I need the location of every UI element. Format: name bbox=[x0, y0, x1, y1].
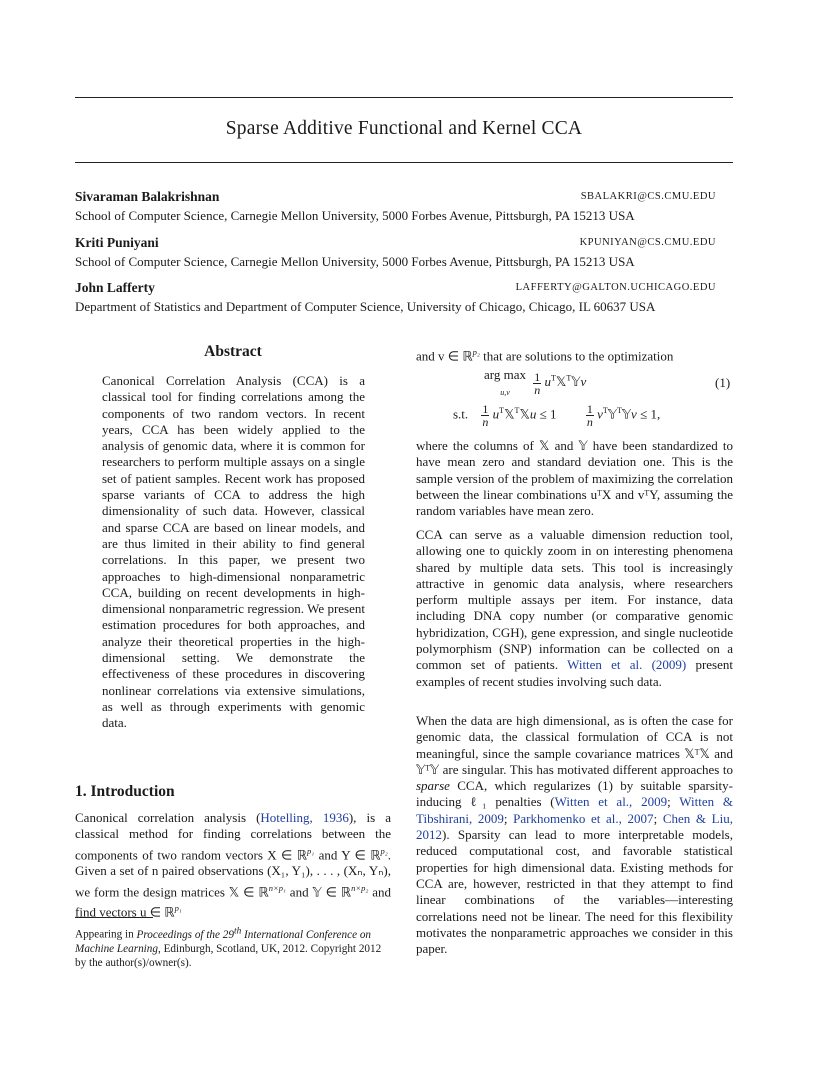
author-email[interactable]: LAFFERTY@GALTON.UCHICAGO.EDU bbox=[515, 282, 716, 293]
eq-st: s.t. bbox=[453, 406, 469, 422]
section-heading-introduction: 1. Introduction bbox=[75, 783, 175, 800]
abstract-text: Canonical Correlation Analysis (CCA) is a classical tool for finding correlations among the components of two random vectors. In recent years, CCA has been widely applied to the analysis of genomic data, where it is common for researchers to perform multiple assays on a single set of patient samples. Recent work has proposed sparse variants of CCA to address the high dimensionality of such data. However, classical and sparse CCA are based on linear models, and are thus limited in their ability to find general correlations. In this paper, we present two approaches to high-dimensional nonparametric CCA, building on recent developments in high-dimensional nonparametric regression. We present estimation procedures for both approaches, and analyze their theoretical properties in the high-dimensional setting. We demonstrate the effectiveness of these procedures in discovering nonlinear correlations via extensive simulations, as well as through experiments with genomic data. bbox=[102, 373, 365, 731]
right-text: ). Sparsity can lead to more interpretable models, reduced computational cost, and favorable statistical properties for high dimensional data. Existing methods for CCA are, however, restricted in that they attempt to find linear combinations of the variables—interesting correlations need not be linear. The need for this flexibility motivates the nonparametric approaches we consider in this paper. bbox=[416, 827, 733, 957]
paragraph-high-dimensional bbox=[416, 713, 733, 957]
footnote-sup: th bbox=[233, 926, 242, 936]
citation-link[interactable]: Witten & Tibshirani, 2009 bbox=[416, 794, 733, 826]
footnote-venue: International Conference on Machine Learning bbox=[75, 928, 372, 955]
author-name: John Lafferty bbox=[75, 280, 155, 295]
author-affiliation: School of Computer Science, Carnegie Mellon University, 5000 Forbes Avenue, Pittsburgh, PA 15213 USA bbox=[75, 208, 635, 223]
footnote-text: , Edinburgh, Scotland, UK, 2012. Copyright 2012 by the author(s)/owner(s). bbox=[75, 942, 382, 969]
citation-link[interactable]: Hotelling, 1936 bbox=[260, 810, 349, 825]
title-rule-top bbox=[75, 97, 733, 98]
paper-title: Sparse Additive Functional and Kernel CCA bbox=[225, 118, 583, 139]
equation-objective: arg max u,v $\frac{1}{n}$ $u^T𝕏^T𝕐v$ bbox=[484, 367, 587, 397]
title-rule-bottom bbox=[75, 162, 733, 163]
author-name: Sivaraman Balakrishnan bbox=[75, 189, 220, 204]
footnote-text: Appearing in bbox=[75, 928, 137, 941]
right-text: and v ∈ ℝ bbox=[416, 348, 473, 364]
right-text: CCA can serve as a valuable dimension reduction tool, allowing one to quickly zoom in on interesting phenomena shared by multiple data sets. This tool is increasingly attractive in genomic data analysis, where researchers perform multiple assays per item. For instance, data including DNA copy number (or comparative genomic hybridization, CGH), gene expression, and single nucleotide polymorphism (SNP) information can be collected on a common set of patients. bbox=[416, 527, 733, 673]
eq-argmax: arg max bbox=[484, 367, 526, 382]
intro-text: . Given a set of n paired observations (X₁, Y₁), . . . , (Xₙ, Yₙ), we form the design matrices 𝕏 ∈ ℝ bbox=[75, 846, 391, 899]
footnote-rule bbox=[75, 917, 153, 918]
separator: ; bbox=[503, 810, 514, 826]
author-email[interactable]: SBALAKRI@CS.CMU.EDU bbox=[580, 191, 716, 202]
separator: ; bbox=[667, 794, 680, 810]
intro-text: and 𝕐 ∈ ℝ bbox=[285, 883, 352, 899]
footnote bbox=[75, 924, 395, 970]
intro-text: and find vectors u ∈ ℝ bbox=[75, 883, 391, 920]
author-name: Kriti Puniyani bbox=[75, 235, 159, 250]
right-text: When the data are high dimensional, as is often the case for genomic data, the classical formulation of CCA is not meaningful, since the sample covariance matrices 𝕏ᵀ𝕏 and 𝕐ᵀ𝕐 are singular. This has motivated different approaches to bbox=[416, 713, 733, 777]
paragraph-after-equation: where the columns of 𝕏 and 𝕐 have been standardized to have mean zero and standard deviation one. This is the sample version of the problem of maximizing the correlation between the linear combinations uᵀX and vᵀY, assuming the random variables have mean zero. bbox=[416, 438, 733, 519]
intro-paragraph: Canonical correlation analysis (Hotelling, 1936), is a classical method for finding correlations between the components of two random vectors X ∈ ℝ$^{p_1}$ and Y ∈ ℝ$^{p_2}$. Given a set of n paired observations (X₁, Y₁), . . . , (Xₙ, Yₙ), we form the design matrices 𝕏 ∈ ℝ$^{n\times p_1}$ and 𝕐 ∈ ℝ$^{n\times p_2}$ and find vectors u ∈ ℝ$^{p_1}$ bbox=[75, 810, 391, 920]
author-affiliation: School of Computer Science, Carnegie Mellon University, 5000 Forbes Avenue, Pittsburgh, PA 15213 USA bbox=[75, 254, 635, 269]
citation-link[interactable]: Chen & Liu, 2012 bbox=[416, 810, 733, 843]
author-email[interactable]: KPUNIYAN@CS.CMU.EDU bbox=[579, 237, 716, 248]
right-text: CCA, which regularizes (1) by suitable sparsity-inducing ℓ₁ penalties ( bbox=[416, 778, 733, 810]
right-text: present examples of recent studies involving such data. bbox=[416, 657, 734, 689]
emphasis-text: sparse bbox=[416, 778, 450, 794]
footnote-venue: Proceedings of the 29 bbox=[136, 928, 234, 941]
equation-number: (1) bbox=[715, 375, 731, 390]
intro-text: ), is a classical method for finding correlations between the components of two random vectors X ∈ ℝ bbox=[75, 810, 391, 862]
equation-constraints: s.t. $\frac{1}{n}$ $u^T𝕏^T𝕏u \le 1$ $\frac{1}{n}$ $v^T𝕐^T𝕐v \le 1$, bbox=[453, 402, 661, 429]
separator: ; bbox=[653, 810, 663, 826]
right-text: that are solutions to the optimization bbox=[479, 348, 674, 364]
paragraph-cca-tool bbox=[416, 527, 733, 690]
intro-text: and Y ∈ ℝ bbox=[314, 846, 381, 862]
citation-link[interactable]: Witten et al., 2009 bbox=[554, 794, 668, 810]
intro-text: Canonical correlation analysis ( bbox=[75, 810, 261, 825]
author-affiliation: Department of Statistics and Department of Computer Science, University of Chicago, Chicago, IL 60637 USA bbox=[75, 299, 656, 314]
right-lead: and v ∈ ℝ$^{p_2}$ that are solutions to the optimization bbox=[416, 347, 674, 364]
citation-link[interactable]: Witten et al. (2009) bbox=[567, 657, 687, 673]
abstract-heading: Abstract bbox=[204, 343, 262, 360]
citation-link[interactable]: Parkhomenko et al., 2007 bbox=[513, 810, 654, 826]
